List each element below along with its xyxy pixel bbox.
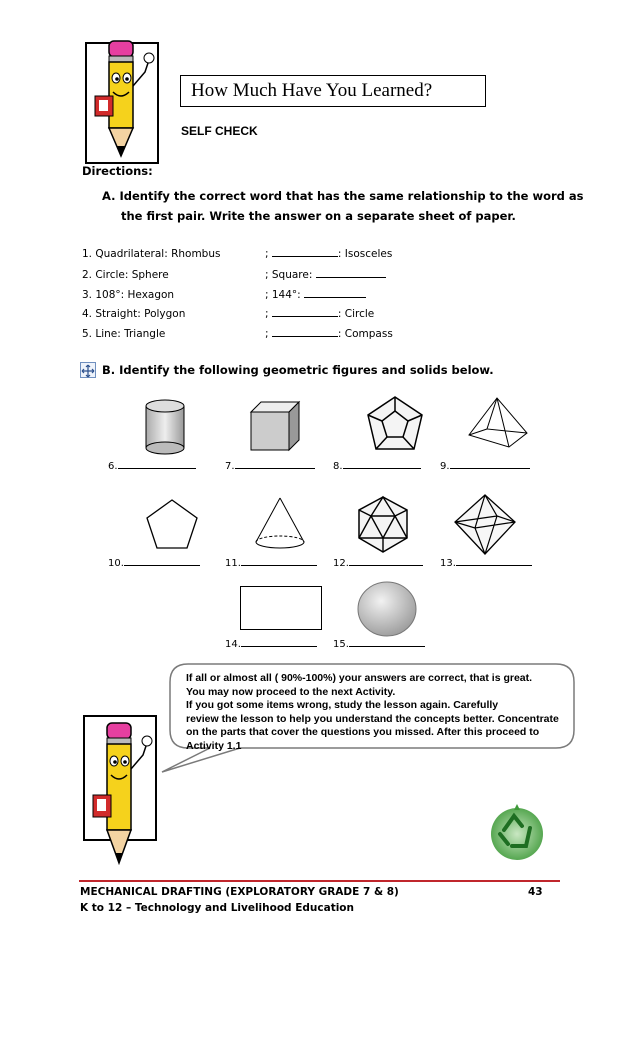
figure-label-8 <box>333 461 421 472</box>
figure-number-11: 11. <box>225 558 241 569</box>
icosahedron-figure <box>353 494 413 556</box>
analogy-item-4-post: : Circle <box>337 308 375 320</box>
figure-label-11 <box>225 558 317 569</box>
bubble-line-3: If you got some items wrong, study the lesson again. Carefully <box>186 699 499 711</box>
analogy-item-3-pre: ; 144°: <box>265 289 301 301</box>
figure-number-13: 13. <box>440 558 456 569</box>
dodecahedron-figure <box>360 393 430 463</box>
analogy-item-1-left: 1. Quadrilateral: Rhombus <box>82 248 221 260</box>
bubble-line-4: review the lesson to help you understand the concepts better. Concentrate <box>186 712 559 725</box>
pyramid-figure <box>465 395 530 455</box>
analogy-item-5-right <box>265 328 393 340</box>
figure-label-12 <box>333 558 423 569</box>
move-handle-icon[interactable] <box>80 362 96 378</box>
analogy-item-3-left: 3. 108°: Hexagon <box>82 289 175 301</box>
bubble-line-5: on the parts that cover the questions you missed. After this proceed to <box>186 726 540 738</box>
pencil-mascot-icon <box>85 715 155 865</box>
analogy-item-1-right <box>265 248 392 260</box>
figure-number-15: 15. <box>333 639 349 650</box>
footer-page-number: 43 <box>528 886 543 898</box>
page-title <box>180 75 486 107</box>
answer-blank-2 <box>316 277 386 278</box>
analogy-item-3-right <box>265 289 366 301</box>
directions-heading: Directions: <box>82 164 153 178</box>
figure-answer-blank-10 <box>124 565 200 566</box>
footer-course: MECHANICAL DRAFTING (EXPLORATORY GRADE 7 & 8) <box>80 886 399 898</box>
analogy-item-4-pre: ; <box>265 308 269 320</box>
analogy-item-2-left: 2. Circle: Sphere <box>82 269 169 281</box>
figure-number-7: 7. <box>225 461 235 472</box>
pencil-mascot-icon <box>87 36 157 166</box>
footer-rule <box>79 880 560 882</box>
analogy-item-4-left: 4. Straight: Polygon <box>82 308 186 320</box>
sphere-figure <box>356 580 418 638</box>
recycle-logo-icon <box>486 800 548 866</box>
bubble-line-1: If all or almost all ( 90%-100%) your answers are correct, that is great. <box>186 672 533 684</box>
figure-label-14 <box>225 639 317 650</box>
figure-answer-blank-6 <box>118 468 196 469</box>
direction-b-line: B. Identify the following geometric figures and solids below. <box>102 363 494 377</box>
figure-label-13 <box>440 558 532 569</box>
figure-label-6 <box>108 461 196 472</box>
direction-a-line2: the first pair. Write the answer on a separate sheet of paper. <box>121 209 516 223</box>
pencil-mascot-bottom <box>83 715 157 841</box>
analogy-item-1-post: : Isosceles <box>337 248 393 260</box>
pencil-mascot-top <box>85 42 159 164</box>
self-check-label: SELF CHECK <box>181 124 258 138</box>
figure-answer-blank-13 <box>456 565 532 566</box>
figure-label-7 <box>225 461 315 472</box>
figure-answer-blank-7 <box>235 468 315 469</box>
direction-a-line1: A. Identify the correct word that has the same relationship to the word as <box>102 189 584 203</box>
analogy-item-5-left: 5. Line: Triangle <box>82 328 166 340</box>
figure-number-8: 8. <box>333 461 343 472</box>
figure-answer-blank-8 <box>343 468 421 469</box>
analogy-item-2-pre: ; Square: <box>265 269 313 281</box>
figure-answer-blank-9 <box>450 468 530 469</box>
page-title-text: How Much Have You Learned? <box>191 80 433 101</box>
analogy-item-1-pre: ; <box>265 248 269 260</box>
figure-answer-blank-15 <box>349 646 425 647</box>
analogy-item-2-right <box>265 269 386 281</box>
figure-answer-blank-11 <box>241 565 317 566</box>
figure-answer-blank-14 <box>241 646 317 647</box>
bubble-line-2: You may now proceed to the next Activity. <box>186 685 396 698</box>
answer-blank-5 <box>272 336 338 337</box>
bubble-line-6: Activity 1.1 <box>186 739 242 752</box>
figure-label-9 <box>440 461 530 472</box>
figure-number-12: 12. <box>333 558 349 569</box>
figure-answer-blank-12 <box>349 565 423 566</box>
answer-blank-1 <box>272 256 338 257</box>
answer-blank-3 <box>304 297 366 298</box>
cube-figure <box>245 398 305 458</box>
octahedron-figure <box>451 492 521 558</box>
figure-number-10: 10. <box>108 558 124 569</box>
rectangle-figure <box>240 586 322 630</box>
footer-program: K to 12 – Technology and Livelihood Education <box>80 902 354 914</box>
figure-number-9: 9. <box>440 461 450 472</box>
figure-number-6: 6. <box>108 461 118 472</box>
pentagon-figure <box>142 494 202 554</box>
answer-blank-4 <box>272 316 338 317</box>
analogy-item-5-post: : Compass <box>337 328 393 340</box>
analogy-item-4-right <box>265 308 374 320</box>
analogy-item-5-pre: ; <box>265 328 269 340</box>
cylinder-figure <box>140 398 190 458</box>
speech-bubble-text <box>186 672 566 753</box>
figure-number-14: 14. <box>225 639 241 650</box>
figure-label-10 <box>108 558 200 569</box>
cone-figure <box>250 494 310 554</box>
figure-label-15 <box>333 639 425 650</box>
